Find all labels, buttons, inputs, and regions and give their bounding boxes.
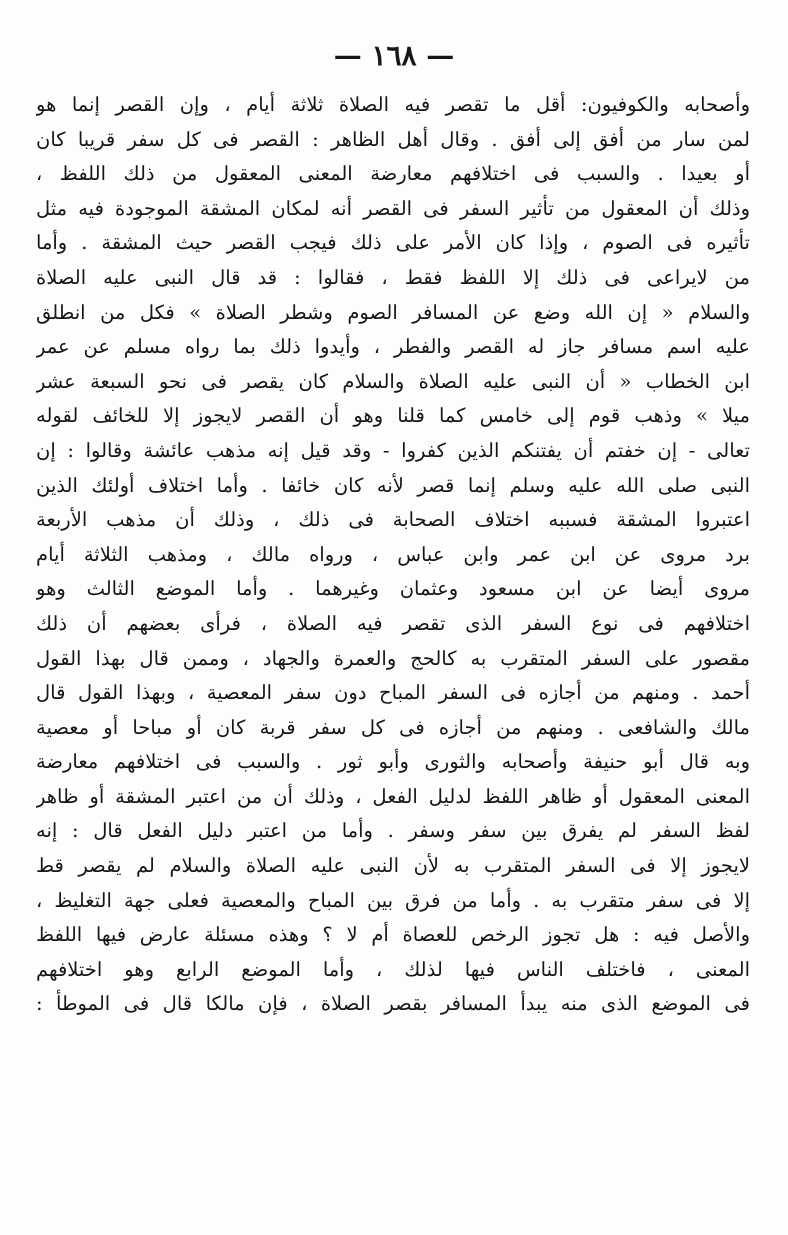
text-line: لايجوز إلا فى السفر المتقرب به لأن النبى عليه الصلاة والسلام لم يقصر قط: [36, 854, 750, 878]
text-line: من لايراعى فى ذلك إلا اللفظ فقط ، فقالوا : قد قال النبى عليه الصلاة: [36, 265, 750, 289]
text-line: ابن الخطاب « أن النبى عليه الصلاة والسلام كان يقصر فى نحو السبعة عشر: [36, 369, 750, 393]
text-line: المعنى ، فاختلف الناس فيها لذلك ، وأما الموضع الرابع وهو اختلافهم: [36, 957, 750, 981]
text-line: وبه قال أبو حنيفة وأصحابه والثورى وأبو ثور . والسبب فى اختلافهم معارضة: [36, 750, 750, 774]
text-line: النبى صلى الله عليه وسلم إنما قصر لأنه كان خائفا . وأما اختلاف أولئك الذين: [36, 473, 750, 497]
text-line: أحمد . ومنهم من أجازه فى السفر المباح دون سفر المعصية ، وبهذا القول قال: [36, 681, 750, 705]
text-line: تعالى - إن خفتم أن يفتنكم الذين كفروا - وقد قيل إنه مذهب عائشة وقالوا : إن: [36, 438, 750, 462]
text-line: المعنى المعقول أو ظاهر اللفظ لدليل الفعل ، وذلك أن من اعتبر المشقة أو ظاهر: [36, 784, 750, 808]
text-line: لفظ السفر لم يفرق بين سفر وسفر . وأما من اعتبر دليل الفعل قال : إنه: [36, 819, 750, 843]
text-line: برد مروى عن ابن عمر وابن عباس ، ورواه مالك ، ومذهب الثلاثة أيام: [36, 542, 750, 566]
text-line: اختلافهم فى نوع السفر الذى تقصر فيه الصلاة ، فرأى بعضهم أن ذلك: [36, 611, 750, 635]
text-line: اعتبروا المشقة فسببه اختلاف الصحابة فى ذلك ، وذلك أن مذهب الأربعة: [36, 508, 750, 532]
text-line: أو بعيدا . والسبب فى اختلافهم معارضة المعنى المعقول من ذلك اللفظ ،: [36, 162, 750, 186]
body-text: [36, 88, 750, 1022]
text-line: وذلك أن المعقول من تأثير السفر فى القصر أنه لمكان المشقة الموجودة فيه مثل: [36, 196, 750, 220]
text-line: والسلام « إن الله وضع عن المسافر الصوم وشطر الصلاة » فكل من انطلق: [36, 300, 750, 324]
text-line: تأثيره فى الصوم ، وإذا كان الأمر على ذلك فيجب القصر حيث المشقة . وأما: [36, 231, 750, 255]
text-line: والأصل فيه : هل تجوز الرخص للعصاة أم لا ؟ وهذه مسئلة عارض فيها اللفظ: [36, 923, 750, 947]
text-line: فى الموضع الذى منه يبدأ المسافر بقصر الصلاة ، فإن مالكا قال فى الموطأ :: [36, 992, 750, 1016]
text-line: ميلا » وذهب قوم إلى خامس كما قلنا وهو أن القصر لايجوز إلا للخائف لقوله: [36, 404, 750, 428]
text-line: عليه اسم مسافر جاز له القصر والفطر ، وأيدوا ذلك بما رواه مسلم عن عمر: [36, 335, 750, 359]
page-number: — ١٦٨ —: [333, 39, 455, 72]
text-line: مروى أيضا عن ابن مسعود وعثمان وغيرهما . وأما الموضع الثالث وهو: [36, 577, 750, 601]
text-line: لمن سار من أفق إلى أفق . وقال أهل الظاهر : القصر فى كل سفر قريبا كان: [36, 127, 750, 151]
text-line: إلا فى سفر متقرب به . وأما من فرق بين المباح والمعصية فعلى جهة التغليظ ،: [36, 888, 750, 912]
text-line: مالك والشافعى . ومنهم من أجازه فى كل سفر قربة كان أو مباحا أو معصية: [36, 715, 750, 739]
text-line: مقصور على السفر المتقرب به كالحج والعمرة والجهاد ، وممن قال بهذا القول: [36, 646, 750, 670]
text-line: وأصحابه والكوفيون: أقل ما تقصر فيه الصلاة ثلاثة أيام ، وإن القصر إنما هو: [36, 93, 750, 116]
